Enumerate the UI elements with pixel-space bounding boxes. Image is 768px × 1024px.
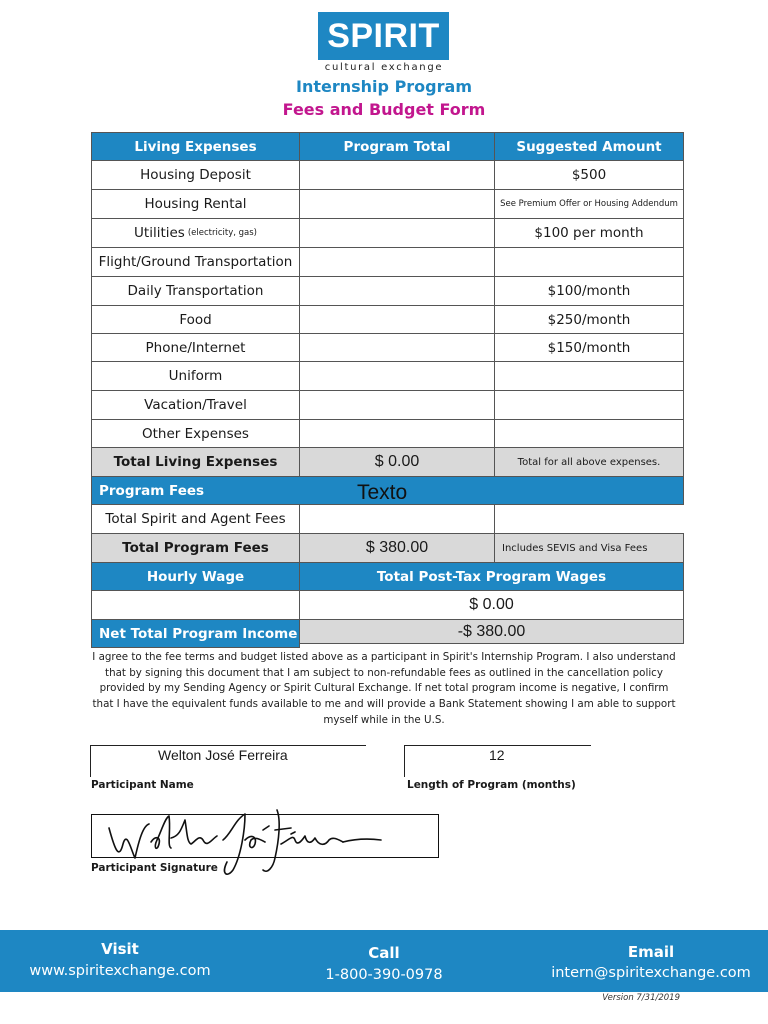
header-suggested-amount: Suggested Amount [494,132,684,161]
phone-internet-suggested: $150/month [494,333,684,362]
participant-name-value: Welton José Ferreira [158,747,288,763]
program-fees-header: Program Fees [91,476,684,505]
footer-visit-label: Visit [101,940,139,958]
housing-rental-total-field[interactable] [299,189,495,219]
header-post-tax-wages: Total Post-Tax Program Wages [299,562,684,591]
flight-total-field[interactable] [299,247,495,277]
flight-suggested [494,247,684,277]
footer-call-label: Call [368,944,400,962]
phone-internet-total-field[interactable] [299,333,495,362]
form-title-program: Internship Program [296,77,472,96]
row-label-flight-transportation: Flight/Ground Transportation [91,247,300,277]
total-program-fees-label: Total Program Fees [91,533,300,563]
housing-deposit-suggested: $500 [494,160,684,190]
row-label-housing-rental: Housing Rental [91,189,300,219]
total-living-expenses-label: Total Living Expenses [91,447,300,477]
agreement-text: I agree to the fee terms and budget listed above as a participant in Spirit's Internship Program. I also understand that by signing this document that I am subject to non-refundable fees as outlined in the cancellation policy provided by my Sending Agency or Spirit Cultural Exchange. If net total program income is negative, I confirm that I have the equivalent funds available to me and will provide a Bank Statement showing I am able to support myself while in the U.S. [92,651,676,726]
total-program-fees-value: $ 380.00 [299,533,495,563]
header-hourly-wage: Hourly Wage [91,562,300,591]
row-label-uniform: Uniform [91,361,300,391]
form-title-budget: Fees and Budget Form [282,100,486,119]
net-income-label: Net Total Program Income [91,619,300,648]
housing-deposit-total-field[interactable] [299,160,495,190]
total-living-expenses-value: $ 0.00 [299,447,495,477]
row-label-other-expenses: Other Expenses [91,419,300,448]
utilities-suggested: $100 per month [494,218,684,248]
daily-transportation-total-field[interactable] [299,276,495,306]
utilities-sublabel: (electricity, gas) [187,228,257,238]
total-living-expenses-note: Total for all above expenses. [494,447,684,477]
footer-email-link[interactable]: intern@spiritexchange.com [551,965,751,981]
agent-fees-label: Total Spirit and Agent Fees [91,504,300,534]
agent-fees-blank [494,504,684,534]
post-tax-wages-value: $ 0.00 [299,590,684,620]
row-label-vacation-travel: Vacation/Travel [91,390,300,420]
row-label-daily-transportation: Daily Transportation [91,276,300,306]
header-program-total: Program Total [299,132,495,161]
participant-signature-label: Participant Signature [91,862,218,874]
daily-transportation-suggested: $100/month [494,276,684,306]
footer-website-link[interactable]: www.spiritexchange.com [29,963,211,979]
logo-tagline: cultural exchange [324,62,444,73]
vacation-travel-suggested [494,390,684,420]
row-label-phone-internet: Phone/Internet [91,333,300,362]
participant-name-label: Participant Name [91,779,194,791]
total-program-fees-note: Includes SEVIS and Visa Fees [494,533,684,563]
vacation-travel-total-field[interactable] [299,390,495,420]
utilities-label: Utilities [134,225,185,241]
food-suggested: $250/month [494,305,684,334]
housing-rental-suggested: See Premium Offer or Housing Addendum [494,189,684,219]
program-length-value: 12 [489,747,505,763]
spirit-logo: SPIRIT [318,12,449,60]
contact-footer [0,930,768,992]
uniform-suggested [494,361,684,391]
row-label-food: Food [91,305,300,334]
program-length-label: Length of Program (months) [407,779,576,791]
program-fees-overlay-text: Texto [357,481,408,504]
agent-fees-field[interactable] [299,504,495,534]
other-expenses-suggested [494,419,684,448]
row-label-housing-deposit: Housing Deposit [91,160,300,190]
header-living-expenses: Living Expenses [91,132,300,161]
other-expenses-total-field[interactable] [299,419,495,448]
hourly-wage-field[interactable] [91,590,300,620]
net-income-value: -$ 380.00 [299,619,684,644]
footer-email-label: Email [627,943,675,961]
uniform-total-field[interactable] [299,361,495,391]
food-total-field[interactable] [299,305,495,334]
footer-phone-link[interactable]: 1-800-390-0978 [325,967,443,983]
utilities-total-field[interactable] [299,218,495,248]
row-label-utilities [91,218,300,248]
version-label: Version 7/31/2019 [602,993,680,1003]
